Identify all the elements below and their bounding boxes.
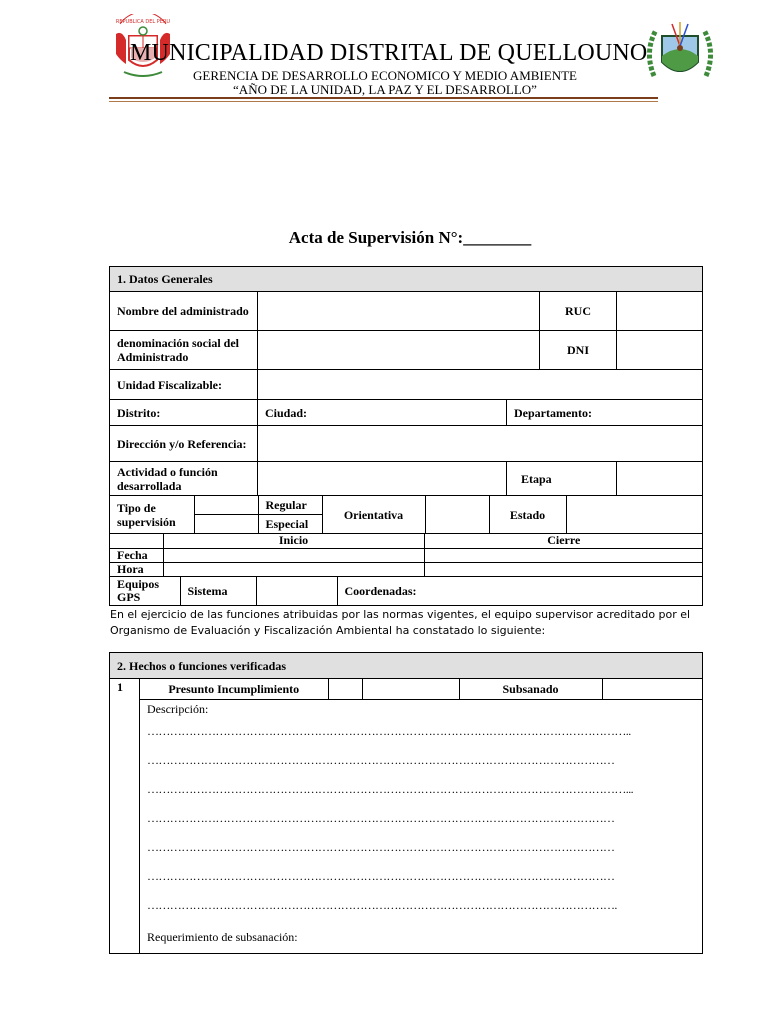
dotted-line: …………………………………………………………………………………………………………… (147, 869, 615, 883)
actividad-label: Actividad o función desarrollada (110, 462, 258, 496)
regular-field[interactable] (194, 496, 258, 514)
datos-generales-table (109, 266, 703, 606)
emblem-caption: REPUBLICA DEL PERU (115, 19, 171, 25)
fecha-inicio-field[interactable] (163, 548, 424, 562)
section-2-heading: 2. Hechos o funciones verificadas (110, 653, 703, 679)
year-motto: “AÑO DE LA UNIDAD, LA PAZ Y EL DESARROLLO” (233, 82, 537, 97)
ruc-label: RUC (540, 292, 617, 331)
dotted-line: …………………………………………………………………………………………………………… (147, 753, 615, 767)
dotted-line: ……………………………………………………………………………………………………………….. (147, 724, 631, 738)
dotted-line: ………………………………………………………………………………………………………………... (147, 782, 634, 796)
presunto-incumplimiento-field[interactable] (328, 679, 362, 699)
descripcion-area[interactable] (140, 700, 703, 954)
coordenadas-label: Coordenadas: (344, 584, 417, 598)
equipos-row (110, 577, 703, 606)
denominacion-field[interactable] (258, 331, 540, 370)
distrito-label: Distrito: (110, 400, 258, 426)
departamento-label: Departamento: (507, 400, 703, 426)
presunto-incumplimiento-label: Presunto Incumplimiento (140, 679, 328, 699)
dotted-lines (147, 717, 695, 920)
orientativa-field[interactable] (425, 496, 489, 533)
fecha-hora-block (110, 534, 703, 577)
descripcion-label: Descripción: (147, 702, 209, 716)
ciudad-label: Ciudad: (258, 400, 507, 426)
sistema-field[interactable] (256, 577, 337, 605)
municipality-title: MUNICIPALIDAD DISTRITAL DE QUELLOUNO (130, 40, 648, 66)
fecha-cierre-field[interactable] (424, 548, 703, 562)
acta-title: Acta de Supervisión N°:________ (288, 228, 532, 247)
hechos-table (109, 652, 703, 954)
inicio-header: Inicio (163, 534, 424, 548)
subsanado-field[interactable] (602, 679, 703, 699)
especial-field[interactable] (194, 514, 258, 533)
requerimiento-label: Requerimiento de subsanación: (147, 930, 298, 944)
direccion-label: Dirección y/o Referencia: (110, 426, 258, 462)
estado-label: Estado (489, 496, 566, 533)
gerencia-subtitle: GERENCIA DE DESARROLLO ECONOMICO Y MEDIO AMBIENTE (193, 68, 577, 83)
spacer-cell (362, 679, 459, 699)
ruc-field[interactable] (617, 292, 703, 331)
tipo-supervision-label: Tipo de supervisión (110, 496, 194, 533)
hora-label: Hora (110, 562, 163, 576)
orientativa-label: Orientativa (322, 496, 425, 533)
incumplimiento-row (140, 679, 703, 700)
cierre-header: Cierre (424, 534, 703, 548)
estado-field[interactable] (566, 496, 703, 533)
constatacion-paragraph: En el ejercicio de las funciones atribuidas por las normas vigentes, el equipo supervisor acreditado por el Organismo de Evaluación y Fiscalización Ambiental ha constatado lo siguiente: (110, 608, 691, 637)
hora-cierre-field[interactable] (424, 562, 703, 576)
unidad-fiscalizable-field[interactable] (258, 370, 703, 400)
etapa-field[interactable] (617, 462, 703, 496)
dni-field[interactable] (617, 331, 703, 370)
denominacion-label: denominación social del Administrado (110, 331, 258, 370)
dotted-line: …………………………………………………………………………………………………………… (147, 840, 615, 854)
regular-label: Regular (258, 496, 322, 514)
actividad-field[interactable] (258, 462, 507, 496)
equipos-gps-label: Equipos GPS (110, 577, 180, 605)
hora-inicio-field[interactable] (163, 562, 424, 576)
nombre-label: Nombre del administrado (110, 292, 258, 331)
nombre-field[interactable] (258, 292, 540, 331)
subsanado-label: Subsanado (459, 679, 602, 699)
header-rule-thin (109, 101, 658, 102)
header-rule (109, 97, 658, 99)
sistema-label: Sistema (180, 577, 256, 605)
unidad-fiscalizable-label: Unidad Fiscalizable: (110, 370, 258, 400)
etapa-label: Etapa (507, 462, 617, 496)
dotted-line: ……………………………………………………………………………………………………………. (147, 898, 617, 912)
fecha-label: Fecha (110, 548, 163, 562)
item-number: 1 (110, 679, 140, 954)
section-1-heading: 1. Datos Generales (110, 267, 703, 292)
dni-label: DNI (540, 331, 617, 370)
tipo-supervision-row (110, 496, 703, 534)
right-emblem (644, 16, 716, 88)
dotted-line: …………………………………………………………………………………………………………… (147, 811, 615, 825)
especial-label: Especial (258, 514, 322, 533)
blank-corner (110, 534, 163, 548)
direccion-field[interactable] (258, 426, 703, 462)
